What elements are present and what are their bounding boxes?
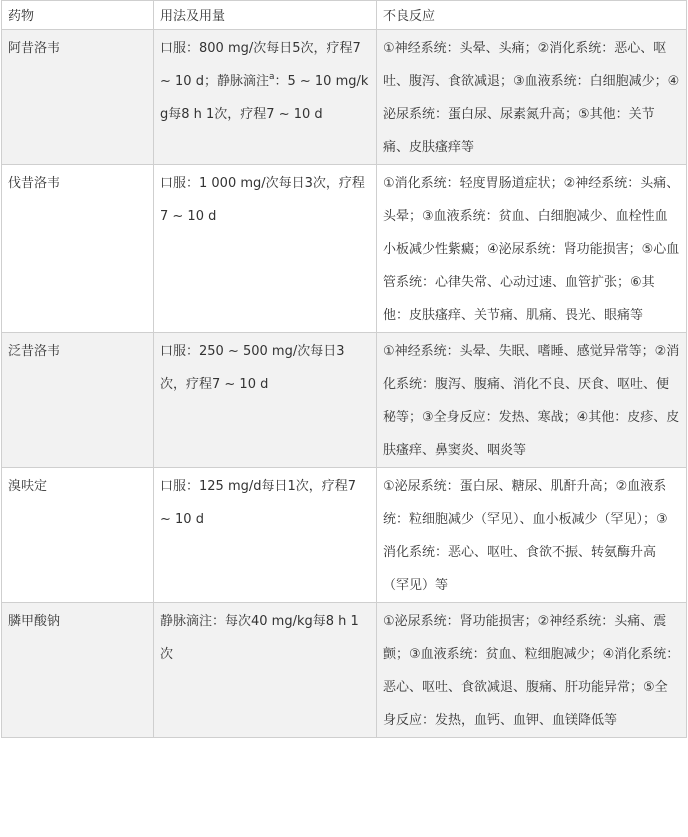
header-drug: 药物 — [2, 1, 154, 30]
table-header-row — [2, 1, 687, 30]
table-row — [2, 333, 687, 468]
adverse-reactions: ①神经系统：头晕、头痛；②消化系统：恶心、呕吐、腹泻、食欲减退；③血液系统：白细胞减少；④泌尿系统：蛋白尿、尿素氮升高；⑤其他：关节痛、皮肤瘙痒等 — [377, 30, 687, 165]
usage-dosage: 口服：1 000 mg/次每日3次，疗程7 ~ 10 d — [154, 165, 377, 333]
drug-name: 溴呋定 — [2, 468, 154, 603]
drug-name: 阿昔洛韦 — [2, 30, 154, 165]
drug-name: 伐昔洛韦 — [2, 165, 154, 333]
usage-text: 口服：800 mg/次每日5次，疗程7 ~ 10 d；静脉滴注 — [160, 41, 361, 89]
drug-name: 泛昔洛韦 — [2, 333, 154, 468]
adverse-reactions: ①神经系统：头晕、失眠、嗜睡、感觉异常等；②消化系统：腹泻、腹痛、消化不良、厌食、呕吐、便秘等；③全身反应：发热、寒战；④其他：皮疹、皮肤瘙痒、鼻窦炎、咽炎等 — [377, 333, 687, 468]
header-adverse-reactions: 不良反应 — [377, 1, 687, 30]
usage-dosage: 口服：125 mg/d每日1次，疗程7 ~ 10 d — [154, 468, 377, 603]
table-row — [2, 165, 687, 333]
usage-dosage: 静脉滴注：每次40 mg/kg每8 h 1次 — [154, 603, 377, 738]
header-usage-dosage: 用法及用量 — [154, 1, 377, 30]
adverse-reactions: ①泌尿系统：蛋白尿、糖尿、肌酐升高；②血液系统：粒细胞减少（罕见）、血小板减少（罕见）；③消化系统：恶心、呕吐、食欲不振、转氨酶升高（罕见）等 — [377, 468, 687, 603]
usage-dosage: 口服：250 ~ 500 mg/次每日3次，疗程7 ~ 10 d — [154, 333, 377, 468]
table-row — [2, 468, 687, 603]
drug-name: 膦甲酸钠 — [2, 603, 154, 738]
table-row — [2, 603, 687, 738]
usage-text: ：5 ~ 10 mg/kg每8 h 1次，疗程7 ~ 10 d — [160, 74, 369, 122]
adverse-reactions: ①消化系统：轻度胃肠道症状；②神经系统：头痛、头晕；③血液系统：贫血、白细胞减少、血栓性血小板减少性紫癜；④泌尿系统：肾功能损害；⑤心血管系统：心律失常、心动过速、血管扩张；⑥其他：皮肤瘙痒、关节痛、肌痛、畏光、眼痛等 — [377, 165, 687, 333]
footnote-marker: a — [268, 72, 275, 82]
adverse-reactions: ①泌尿系统：肾功能损害；②神经系统：头痛、震颤；③血液系统：贫血、粒细胞减少；④消化系统：恶心、呕吐、食欲减退、腹痛、肝功能异常；⑤全身反应：发热，血钙、血钾、血镁降低等 — [377, 603, 687, 738]
table-row — [2, 30, 687, 165]
drug-table — [1, 0, 687, 738]
usage-dosage — [154, 30, 377, 165]
